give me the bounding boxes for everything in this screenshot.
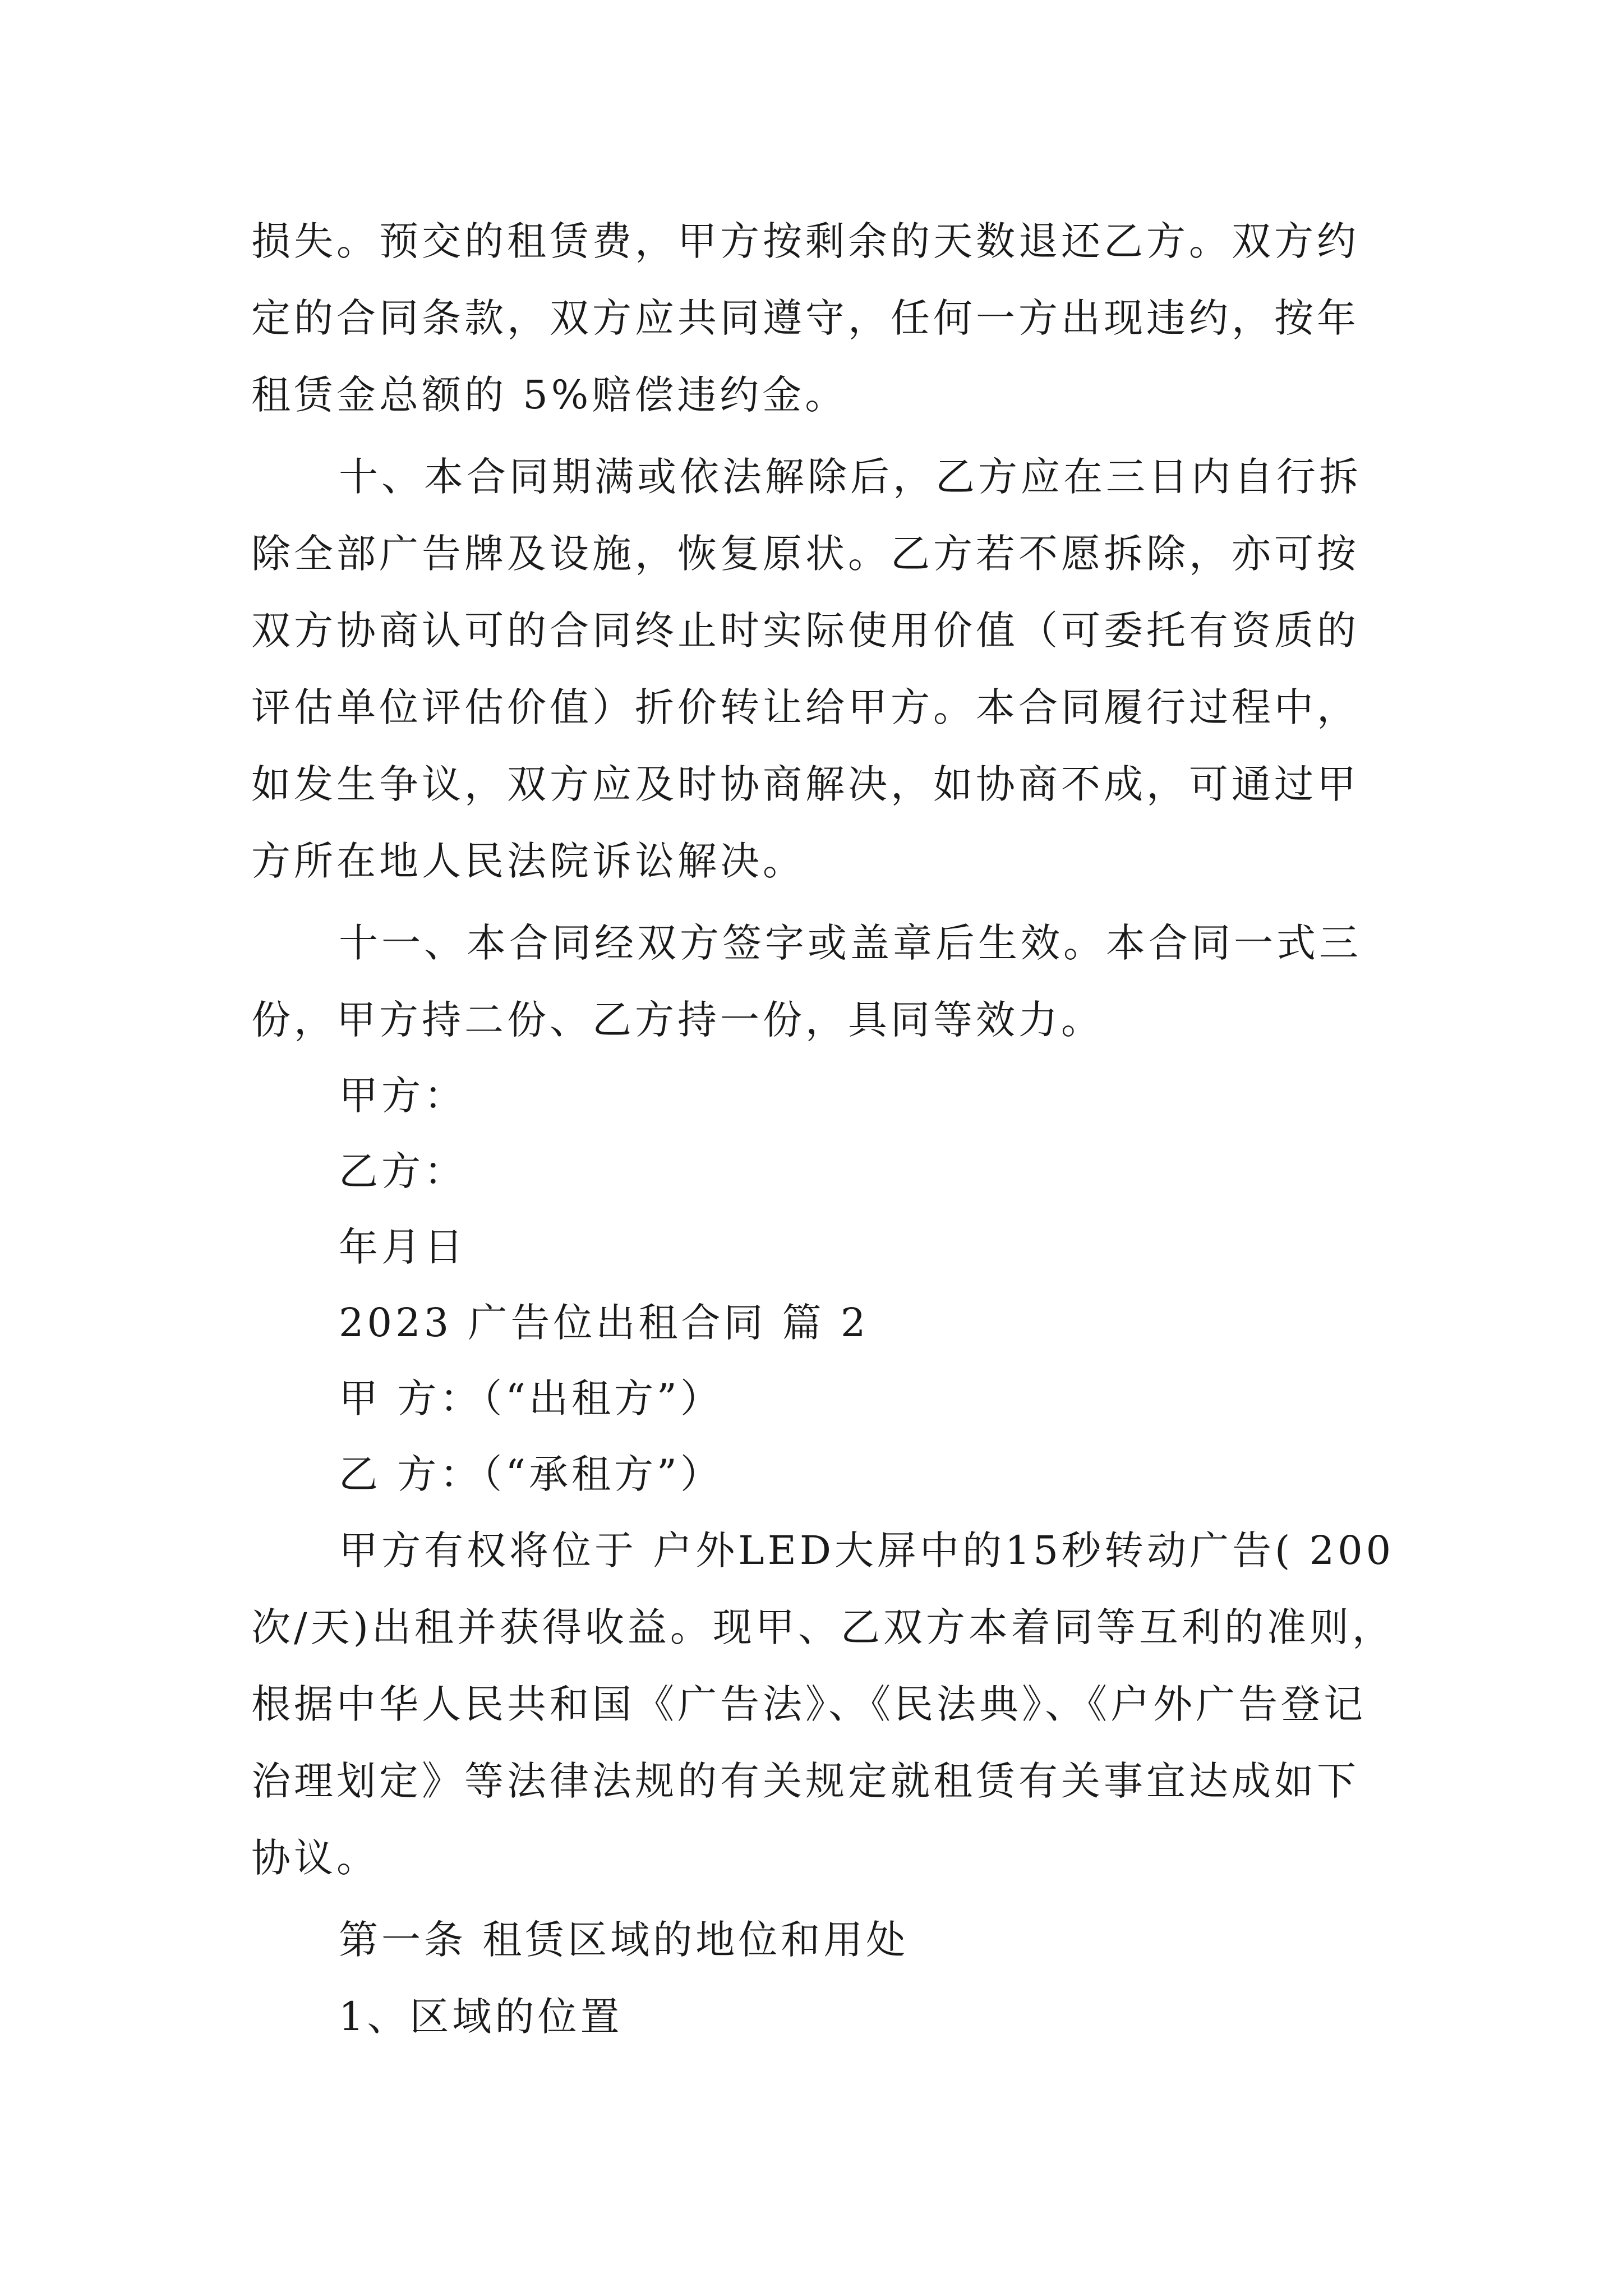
paragraph-line: 租赁金总额的 5%赔偿违约金。 — [251, 372, 848, 418]
paragraph-line: 损失。预交的租赁费，甲方按剩余的天数退还乙方。双方约 — [251, 218, 1359, 264]
paragraph-line: 份，甲方持二份、乙方持一份，具同等效力。 — [251, 997, 1104, 1043]
paragraph-line: 定的合同条款，双方应共同遵守，任何一方出现违约，按年 — [251, 295, 1359, 341]
paragraph-line: 评估单位评估价值）折价转让给甲方。本合同履行过程中， — [251, 684, 1359, 730]
paragraph-line: 如发生争议，双方应及时协商解决，如协商不成，可通过甲 — [251, 761, 1359, 807]
paragraph-line: 次/天)出租并获得收益。现甲、乙双方本着同等互利的准则， — [251, 1604, 1395, 1650]
section-title: 2023 广告位出租合同 篇 2 — [339, 1300, 869, 1346]
paragraph-line: 甲方有权将位于 户外LED大屏中的15秒转动广告( 200 — [339, 1527, 1395, 1573]
signature-date: 年月日 — [339, 1224, 467, 1270]
paragraph-line: 治理划定》等法律法规的有关规定就租赁有关事宜达成如下 — [251, 1758, 1359, 1804]
paragraph-line: 双方协商认可的合同终止时实际使用价值（可委托有资质的 — [251, 608, 1359, 654]
signature-party-a: 甲方： — [339, 1073, 467, 1119]
article-heading: 第一条 租赁区域的地位和用处 — [339, 1917, 909, 1963]
article-item: 1、区域的位置 — [339, 1994, 623, 2040]
paragraph-line: 除全部广告牌及设施，恢复原状。乙方若不愿拆除，亦可按 — [251, 531, 1359, 577]
paragraph-line: 十一、本合同经双方签字或盖章后生效。本合同一式三 — [339, 920, 1362, 966]
paragraph-line: 根据中华人民共和国《广告法》、《民法典》、《户外广告登记 — [251, 1681, 1366, 1727]
paragraph-line: 十、本合同期满或依法解除后，乙方应在三日内自行拆 — [339, 454, 1362, 500]
party-a-line: 甲 方：（“出租方”） — [339, 1375, 723, 1421]
paragraph-line: 协议。 — [251, 1835, 379, 1881]
signature-party-b: 乙方： — [339, 1148, 467, 1194]
party-b-line: 乙 方：（“承租方”） — [339, 1451, 723, 1497]
paragraph-line: 方所在地人民法院诉讼解决。 — [251, 838, 805, 884]
